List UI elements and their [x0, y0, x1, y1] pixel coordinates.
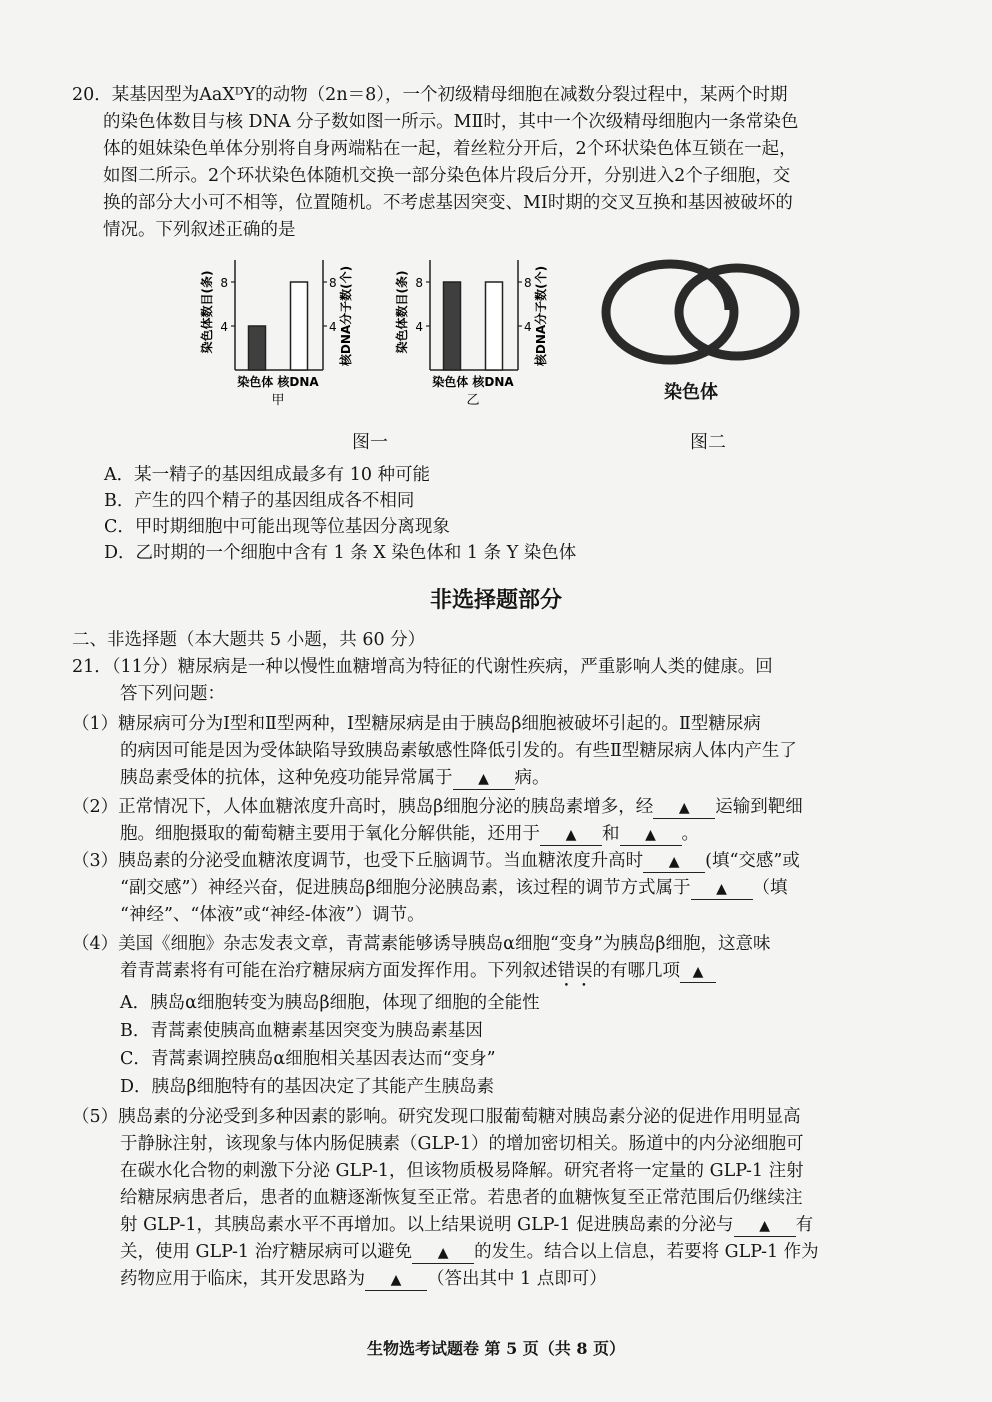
q21-part3-line	[120, 875, 788, 902]
text: 的有哪几项	[592, 961, 680, 981]
q20-line: 情况。下列叙述正确的是	[103, 220, 296, 240]
triangle-icon: ▲	[645, 827, 656, 843]
bar-chromosome	[249, 326, 266, 370]
text: （2）正常情况下，人体血糖浓度升高时，胰岛β细胞分泌的胰岛素增多，经	[72, 797, 654, 817]
text: “副交感”）神经兴奋，促进胰岛β细胞分泌胰岛素，该过程的调节方式属于	[120, 878, 691, 898]
y-tick-label-left: 4	[220, 320, 228, 334]
text: （3）胰岛素的分泌受血糖浓度调节，也受下丘脑调节。当血糖浓度升高时	[72, 851, 644, 871]
q20-line: 20．某基因型为AaXᴰY的动物（2n＝8），一个初级精母细胞在减数分裂过程中，某两个时期	[72, 85, 788, 105]
y-axis-label-left: 染色体数目(条)	[200, 270, 214, 354]
bar-chromosome	[444, 282, 461, 370]
q21-part3-line	[72, 848, 800, 875]
q20-line: 的染色体数目与核 DNA 分子数如图一所示。MⅡ时，其中一个次级精母细胞内一条常染色	[103, 112, 799, 132]
q21-part5-line: 给糖尿病患者后，患者的血糖逐渐恢复至正常。若患者的血糖恢复至正常范围后仍继续注	[120, 1188, 803, 1208]
answer-blank[interactable]	[680, 961, 716, 983]
category-labels: 染色体 核DNA	[432, 375, 514, 389]
q21-part5-line	[120, 1212, 813, 1239]
text: 。	[681, 824, 699, 844]
chart-title: 甲	[271, 393, 285, 408]
q20-option-c: C．甲时期细胞中可能出现等位基因分离现象	[104, 517, 450, 537]
y-tick-label-right: 8	[524, 276, 532, 290]
answer-blank[interactable]	[691, 878, 753, 900]
bar-dna	[486, 282, 503, 370]
answer-blank[interactable]	[365, 1269, 427, 1291]
triangle-icon: ▲	[716, 881, 727, 897]
q21-part1-line: （1）糖尿病可分为Ⅰ型和Ⅱ型两种，Ⅰ型糖尿病是由于胰岛β细胞被破坏引起的。Ⅱ型糖尿病	[72, 714, 761, 734]
triangle-icon: ▲	[437, 1245, 449, 1261]
y-tick-label-right: 4	[329, 320, 337, 334]
y-tick-label-right: 4	[524, 320, 532, 334]
answer-blank[interactable]	[412, 1242, 474, 1264]
triangle-icon: ▲	[678, 800, 690, 816]
emphasized-text: 错误	[557, 961, 593, 981]
answer-blank[interactable]	[453, 768, 515, 790]
y-tick-label-right: 8	[329, 276, 337, 290]
q20-option-a: A．某一精子的基因组成最多有 10 种可能	[104, 465, 431, 485]
q20-option-d: D．乙时期的一个细胞中含有 1 条 X 染色体和 1 条 Y 染色体	[104, 543, 577, 563]
y-tick-label-left: 4	[415, 320, 423, 334]
q20-line: 如图二所示。2个环状染色体随机交换一部分染色体片段后分开，分别进入2个子细胞，交	[103, 166, 791, 186]
y-tick-label-left: 8	[415, 276, 423, 290]
q21-part4-option-d: D．胰岛β细胞特有的基因决定了其能产生胰岛素	[120, 1077, 495, 1097]
answer-blank[interactable]	[540, 824, 602, 846]
q21-part5-line: （5）胰岛素的分泌受到多种因素的影响。研究发现口服葡萄糖对胰岛素分泌的促进作用明显高	[72, 1107, 801, 1127]
figure-2-label: 染色体	[664, 382, 718, 403]
answer-blank[interactable]	[734, 1215, 796, 1237]
q21-intro: 答下列问题：	[120, 684, 225, 704]
q21-part4-line	[120, 958, 716, 991]
triangle-icon: ▲	[565, 827, 577, 843]
triangle-icon: ▲	[759, 1218, 771, 1234]
q21-part4-line: （4）美国《细胞》杂志发表文章，青蒿素能够诱导胰岛α细胞“变身”为胰岛β细胞，这意味	[72, 934, 771, 954]
text: 的发生。结合以上信息，若要将 GLP-1 作为	[474, 1242, 819, 1262]
text: 病。	[514, 768, 550, 788]
ring-overlap	[699, 269, 729, 310]
q20-line: 体的姐妹染色单体分别将自身两端粘在一起，着丝粒分开后，2个环状染色体互锁在一起，	[103, 139, 797, 159]
q21-part5-line	[120, 1239, 819, 1266]
figure-1-caption: 图一	[352, 432, 388, 453]
bar-dna	[291, 282, 308, 370]
text: 着青蒿素将有可能在治疗糖尿病方面发挥作用。下列叙述	[120, 961, 558, 981]
q21-part3-line: “神经”、“体液”或“神经-体液”）调节。	[120, 905, 425, 925]
y-tick-label-left: 8	[220, 276, 228, 290]
q20-option-b: B．产生的四个精子的基因组成各不相同	[104, 491, 415, 511]
text: 胞。细胞摄取的葡萄糖主要用于氧化分解供能，还用于	[120, 824, 540, 844]
category-labels: 染色体 核DNA	[237, 375, 319, 389]
figure-1-bar-charts	[195, 248, 565, 418]
text: (填“交感”或	[705, 851, 800, 871]
figure-2-interlocked-chromosomes	[595, 255, 810, 380]
q21-part2-line	[120, 821, 699, 848]
text: 药物应用于临床，其开发思路为	[120, 1269, 365, 1289]
q21-part4-option-b: B．青蒿素使胰高血糖素基因突变为胰岛素基因	[120, 1021, 483, 1041]
chart-title: 乙	[466, 393, 480, 408]
q21-part4-option-a: A．胰岛α细胞转变为胰岛β细胞，体现了细胞的全能性	[120, 993, 540, 1013]
q21-part5-line: 在碳水化合物的刺激下分泌 GLP-1，但该物质极易降解。研究者将一定量的 GLP-1 注射	[120, 1161, 804, 1181]
triangle-icon: ▲	[478, 771, 489, 787]
answer-blank[interactable]	[620, 824, 682, 846]
answer-blank[interactable]	[653, 797, 715, 819]
q20-line: 换的部分大小可不相等，位置随机。不考虑基因突变、MI时期的交叉互换和基因被破坏的	[103, 193, 793, 213]
figure-2-caption: 图二	[690, 432, 726, 453]
q21-part1-line: 的病因可能是因为受体缺陷导致胰岛素敏感性降低引发的。有些Ⅱ型糖尿病人体内产生了	[120, 741, 797, 761]
text: 和	[602, 824, 620, 844]
q21-part2-line	[72, 794, 803, 821]
part-2-header: 二、非选择题（本大题共 5 小题，共 60 分）	[72, 630, 426, 650]
answer-blank[interactable]	[643, 851, 705, 873]
q21-part1-line	[120, 765, 550, 792]
text: （答出其中 1 点即可）	[427, 1269, 607, 1289]
q21-part5-line: 于静脉注射，该现象与体内肠促胰素（GLP-1）的增加密切相关。肠道中的内分泌细胞可	[120, 1134, 804, 1154]
question-20-stem	[72, 82, 932, 244]
y-axis-label-left: 染色体数目(条)	[395, 270, 409, 354]
triangle-icon: ▲	[692, 964, 704, 980]
triangle-icon: ▲	[668, 854, 680, 870]
text: 射 GLP-1，其胰岛素水平不再增加。以上结果说明 GLP-1 促进胰岛素的分泌与	[120, 1215, 734, 1235]
q21-part4-option-c: C．青蒿素调控胰岛α细胞相关基因表达而“变身”	[120, 1049, 496, 1069]
y-axis-label-right: 核DNA分子数(个)	[534, 265, 548, 367]
q21-intro: 21．（11分）糖尿病是一种以慢性血糖增高为特征的代谢性疾病，严重影响人类的健康。回	[72, 657, 773, 677]
text: （填	[752, 878, 788, 898]
page-footer: 生物选考试题卷 第 5 页（共 8 页）	[366, 1339, 626, 1358]
text: 运输到靶细	[715, 797, 803, 817]
triangle-icon: ▲	[390, 1272, 402, 1288]
text: 有	[795, 1215, 814, 1235]
text: 胰岛素受体的抗体，这种免疫功能异常属于	[120, 768, 453, 788]
text: 关，使用 GLP-1 治疗糖尿病可以避免	[120, 1242, 413, 1262]
y-axis-label-right: 核DNA分子数(个)	[339, 265, 353, 367]
q21-part5-line	[120, 1266, 607, 1293]
section-title: 非选择题部分	[429, 588, 562, 613]
